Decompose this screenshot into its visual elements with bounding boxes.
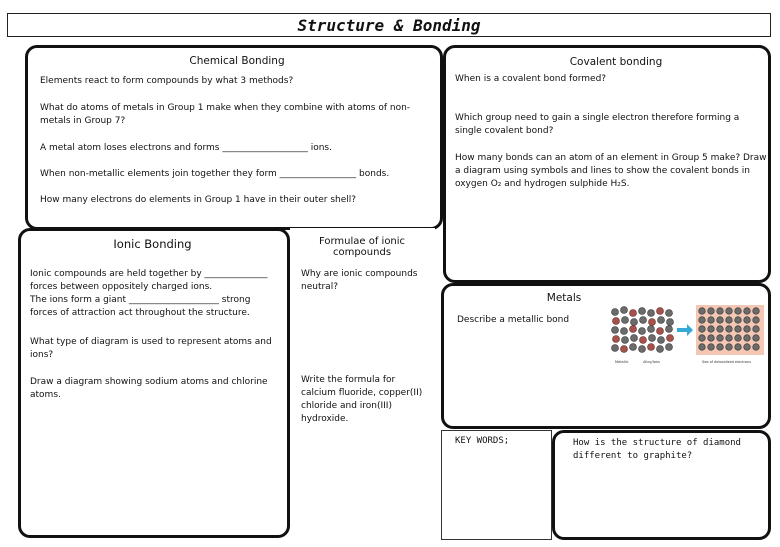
chemical-q2: What do atoms of metals in Group 1 make when they combine with atoms of non-metals in Group 7? bbox=[40, 103, 411, 126]
chemical-q3: A metal atom loses electrons and forms ___________________ ions. bbox=[40, 143, 332, 153]
covalent-bonding-box bbox=[443, 45, 771, 283]
metallic-lattice bbox=[612, 307, 674, 353]
ionic-bonding-heading: Ionic Bonding bbox=[113, 237, 192, 251]
diamond-graphite-box bbox=[552, 430, 771, 540]
covalent-q1: When is a covalent bond formed? bbox=[455, 74, 607, 84]
delocalised-lattice bbox=[696, 305, 764, 355]
formulae-heading: Formulae of ionic compounds bbox=[318, 236, 406, 258]
key-words-box bbox=[441, 430, 552, 540]
formulae-q2: Write the formula for calcium fluoride, copper(II) chloride and iron(III) hydroxide. bbox=[301, 375, 423, 424]
formulae-q1: Why are ionic compounds neutral? bbox=[301, 269, 418, 292]
diamond-question: How is the structure of diamond different to graphite? bbox=[573, 438, 741, 461]
image-label-delocalised: Sea of delocalised electrons bbox=[702, 360, 752, 364]
covalent-q2: Which group need to gain a single electron therefore forming a single covalent bond? bbox=[455, 113, 740, 136]
key-words-label: KEY WORDS; bbox=[455, 436, 510, 446]
metals-heading: Metals bbox=[546, 292, 582, 304]
image-label-metallic: Metallic bbox=[615, 360, 629, 364]
chemical-q5: How many electrons do elements in Group 1 have in their outer shell? bbox=[40, 195, 357, 205]
chemical-q4: When non-metallic elements join together they form _________________ bonds. bbox=[40, 169, 390, 179]
ionic-p2: The ions form a giant ____________________ strong forces of attraction act throughout the structure. bbox=[30, 295, 251, 318]
chemical-bonding-box bbox=[25, 45, 443, 230]
covalent-q3: How many bonds can an atom of an element in Group 5 make? Draw a diagram using symbols and lines to show the covalent bonds in oxygen O₂ and hydrogen sulphide H₂S. bbox=[455, 153, 767, 189]
page-title: Structure & Bonding bbox=[297, 16, 481, 35]
arrow-right-icon bbox=[677, 324, 693, 336]
ionic-q1: What type of diagram is used to represent atoms and ions? bbox=[30, 337, 272, 360]
title-bar bbox=[7, 13, 771, 37]
covalent-bonding-heading: Covalent bonding bbox=[569, 56, 663, 68]
chemical-q1: Elements react to form compounds by what 3 methods? bbox=[40, 76, 294, 86]
metallic-structure-image bbox=[607, 304, 767, 368]
image-label-alloy: Alloy/Ions bbox=[643, 360, 660, 364]
ionic-bonding-box bbox=[18, 228, 290, 538]
metals-box bbox=[441, 283, 771, 429]
formulae-box bbox=[290, 228, 435, 538]
ionic-q2: Draw a diagram showing sodium atoms and chlorine atoms. bbox=[30, 377, 268, 400]
chemical-bonding-heading: Chemical Bonding bbox=[189, 55, 285, 67]
ionic-p1: Ionic compounds are held together by ______________ forces between oppositely charged ions. bbox=[30, 269, 268, 292]
metals-q1: Describe a metallic bond bbox=[457, 315, 570, 325]
